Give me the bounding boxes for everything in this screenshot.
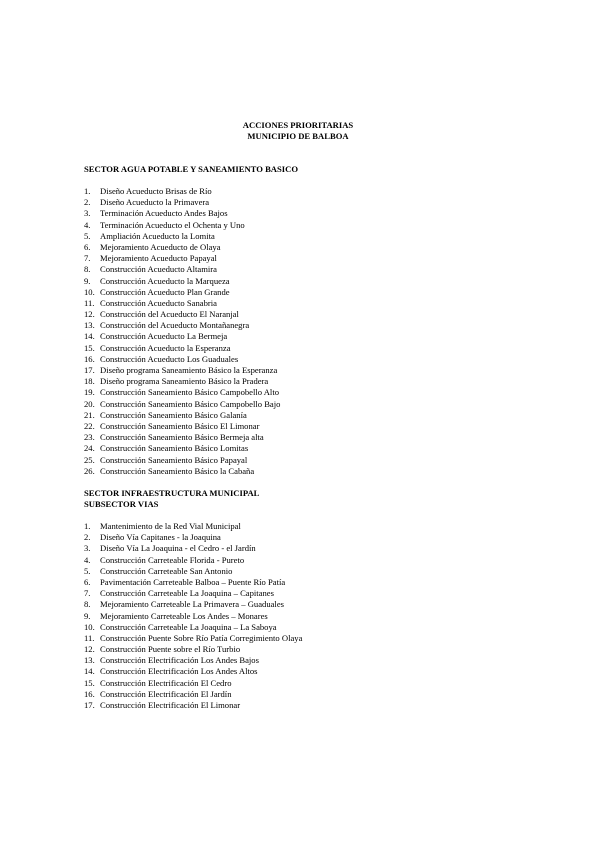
list-item-text: Construcción Saneamiento Básico la Cabaña [100, 465, 255, 476]
list-item-number: 17. [84, 700, 95, 710]
list-item-number: 2. [84, 197, 91, 208]
list-item-text: Construcción Acueducto la Esperanza [100, 342, 231, 353]
list-item-text: Construcción Saneamiento Básico Lomitas [100, 443, 249, 454]
list-item-text: Diseño programa Saneamiento Básico la Esperanza [100, 365, 278, 375]
list-item-text: Construcción Saneamiento Básico Galanía [100, 409, 247, 420]
list-item-text: Construcción Acueducto Plan Grande [100, 286, 230, 297]
list-item-text: Diseño programa Saneamiento Básico la Pradera [100, 376, 269, 387]
list-item-number: 17. [84, 365, 95, 375]
list-item-number: 2. [84, 532, 91, 543]
sector-1-heading: SECTOR AGUA POTABLE Y SANEAMIENTO BASICO [84, 164, 299, 174]
list-item-number: 10. [84, 621, 95, 632]
list-item-number: 14. [84, 331, 95, 342]
list-item-number: 11. [84, 297, 95, 308]
list-item-text: Mantenimiento de la Red Vial Municipal [100, 521, 241, 531]
list-item-text: Construcción del Acueducto Montañanegra [100, 320, 250, 331]
list-item-text: Construcción Saneamiento Básico Bermeja alta [100, 432, 264, 443]
list-item-number: 1. [84, 186, 91, 196]
list-item-number: 7. [84, 588, 91, 599]
list-item-text: Construcción Saneamiento Básico Campobello Bajo [100, 398, 281, 409]
list-item-text: Pavimentación Carreteable Balboa – Puente Río Patía [100, 576, 286, 587]
list-item-text: Construcción Acueducto la Marqueza [100, 275, 230, 286]
list-item-number: 13. [84, 320, 95, 331]
list-item-number: 13. [84, 655, 95, 666]
list-item-text: Construcción Carreteable Florida - Pureto [100, 554, 245, 565]
title-line-1: ACCIONES PRIORITARIAS [242, 120, 354, 130]
list-item-text: Diseño Vía Capitanes - la Joaquina [100, 532, 221, 543]
list-item-number: 16. [84, 688, 95, 699]
list-item-text: Terminación Acueducto Andes Bajos [100, 208, 228, 219]
list-item-number: 7. [84, 253, 91, 264]
list-item-number: 4. [84, 219, 91, 230]
list-item-number: 15. [84, 677, 95, 688]
list-item-text: Construcción Saneamiento Básico El Limonar [100, 420, 260, 431]
list-item-number: 3. [84, 208, 91, 219]
list-item-text: Construcción Electrificación El Limonar [100, 700, 241, 710]
list-item-text: Diseño Acueducto Brisas de Río [100, 186, 212, 196]
list-item-number: 26. [84, 465, 95, 476]
list-item-number: 25. [84, 454, 95, 465]
list-item-text: Mejoramiento Acueducto de Olaya [100, 241, 221, 252]
list-item-text: Construcción Acueducto Sanabria [100, 297, 217, 308]
list-item-number: 9. [84, 275, 91, 286]
list-item-number: 14. [84, 666, 95, 677]
list-item-number: 1. [84, 521, 91, 531]
list-item-text: Construcción Saneamiento Básico Campobello Alto [100, 387, 280, 398]
list-item-text: Construcción Acueducto La Bermeja [100, 331, 228, 342]
list-item-number: 12. [84, 309, 95, 320]
list-item-number: 6. [84, 241, 91, 252]
title-line-2: MUNICIPIO DE BALBOA [247, 131, 349, 141]
list-item-number: 9. [84, 610, 91, 621]
list-item-text: Construcción Puente sobre el Río Turbio [100, 644, 241, 655]
document-title [0, 120, 596, 142]
list-item-number: 10. [84, 286, 95, 297]
list-item-number: 16. [84, 353, 95, 364]
list-item-text: Construcción Carreteable La Joaquina – Capitanes [100, 588, 274, 599]
list-item-text: Construcción Electrificación Los Andes Bajos [100, 655, 259, 666]
list-item-text: Construcción Carreteable La Joaquina – La Saboya [100, 621, 277, 632]
list-item-number: 3. [84, 543, 91, 554]
list-item-text: Construcción Electrificación Los Andes Altos [100, 666, 258, 677]
list-item-number: 5. [84, 565, 91, 576]
list-item-text: Construcción Acueducto Altamira [100, 264, 217, 275]
list-item-text: Diseño Acueducto la Primavera [100, 197, 210, 208]
list-item-text: Construcción Acueducto Los Guaduales [100, 353, 239, 364]
list-item-text: Mejoramiento Acueducto Papayal [100, 253, 217, 264]
sector-2-heading: SECTOR INFRAESTRUCTURA MUNICIPAL [84, 488, 260, 498]
list-item-text: Ampliación Acueducto la Lomita [100, 230, 215, 241]
list-item-text: Construcción Puente Sobre Río Patía Corregimiento Olaya [100, 632, 303, 643]
list-item-text: Terminación Acueducto el Ochenta y Uno [100, 219, 245, 230]
list-item-number: 22. [84, 420, 95, 431]
list-item-number: 20. [84, 398, 95, 409]
list-item-number: 18. [84, 376, 95, 387]
list-item-number: 21. [84, 409, 95, 420]
list-item-number: 15. [84, 342, 95, 353]
list-item-number: 19. [84, 387, 95, 398]
list-item-number: 6. [84, 576, 91, 587]
list-item-text: Mejoramiento Carreteable Los Andes – Monares [100, 610, 268, 621]
list-item-number: 12. [84, 644, 95, 655]
list-item-text: Construcción del Acueducto El Naranjal [100, 309, 239, 320]
list-item-text: Construcción Electrificación El Cedro [100, 677, 232, 688]
list-item-number: 8. [84, 599, 91, 610]
list-item-text: Construcción Saneamiento Básico Papayal [100, 454, 248, 465]
list-item-number: 4. [84, 554, 91, 565]
list-item-text: Mejoramiento Carreteable La Primavera – Guaduales [100, 599, 284, 610]
list-item-text: Construcción Carreteable San Antonio [100, 565, 233, 576]
list-item-number: 11. [84, 632, 95, 643]
list-item-number: 8. [84, 264, 91, 275]
list-item-number: 23. [84, 432, 95, 443]
subsector-heading: SUBSECTOR VIAS [84, 499, 159, 509]
list-item-text: Construcción Electrificación El Jardín [100, 688, 232, 699]
list-item-number: 24. [84, 443, 95, 454]
list-item-number: 5. [84, 230, 91, 241]
list-item-text: Diseño Vía La Joaquina - el Cedro - el Jardín [100, 543, 256, 554]
